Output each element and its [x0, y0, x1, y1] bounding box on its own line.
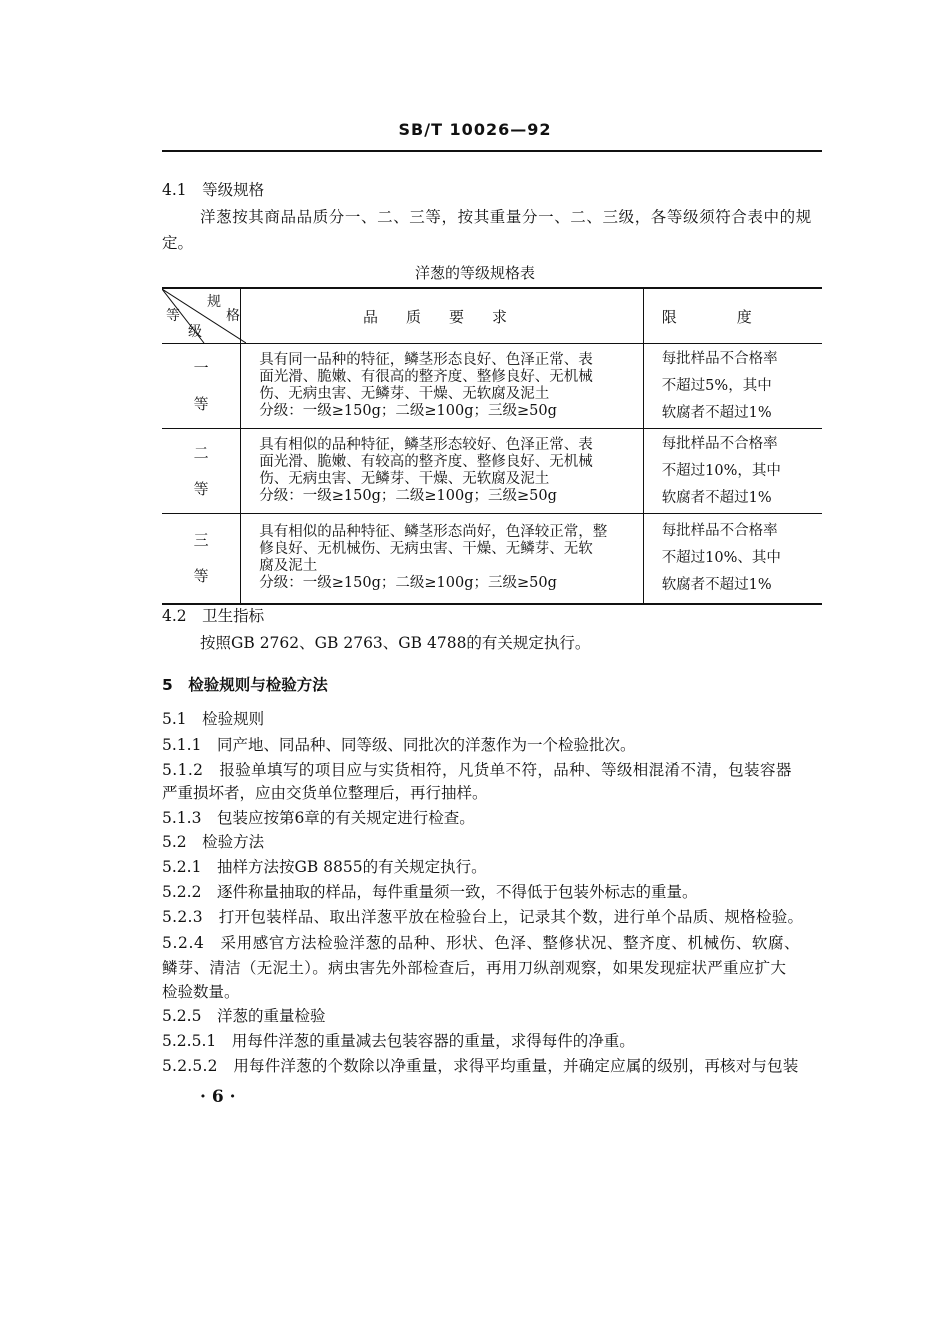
grade-label-b: 等	[193, 567, 209, 586]
req-line: 面光滑、脆嫩、有很高的整齐度、整修良好、无机械	[259, 369, 593, 385]
clause-5-1-2-line1: 5.1.2 报验单填写的项目应与实货相符，凡货单不符，品种、等级相混淆不清，包装容器	[162, 761, 792, 779]
limit-line: 软腐者不超过1%	[661, 404, 772, 421]
clause-5-2-5-1: 5.2.5.1 用每件洋葱的重量减去包装容器的重量，求得每件的净重。	[162, 1032, 635, 1050]
section-4-1-title: 4.1 等级规格	[162, 181, 265, 199]
corner-label-ge: 格	[226, 308, 240, 324]
clause-5-2-3: 5.2.3 打开包装样品、取出洋葱平放在检验台上，记录其个数，进行单个品质、规格检验。	[162, 908, 804, 926]
quality-header: 品质要求	[241, 288, 643, 344]
req-line: 具有同一品种的特征，鳞茎形态良好、色泽正常、表	[259, 352, 593, 368]
section-4-1-para-line2: 定。	[162, 234, 194, 252]
quality-cell	[241, 344, 643, 429]
clause-5-2-4-line1: 5.2.4 采用感官方法检验洋葱的品种、形状、色泽、整修状况、整齐度、机械伤、软腐、	[162, 934, 801, 952]
grade-label-b: 等	[193, 480, 209, 498]
table-header-row	[162, 288, 822, 344]
grade-cell	[162, 514, 241, 604]
section-5-1-title: 5.1 检验规则	[162, 710, 265, 728]
req-line: 分级：一级≥150g；二级≥100g；三级≥50g	[259, 575, 557, 592]
clause-5-1-2-line2: 严重损坏者，应由交货单位整理后，再行抽样。	[162, 784, 488, 802]
limit-line: 每批样品不合格率	[661, 350, 778, 367]
quality-cell	[241, 429, 643, 514]
grade-cell	[162, 429, 241, 514]
table-caption: 洋葱的等级规格表	[414, 264, 535, 282]
clause-5-2-2: 5.2.2 逐件称量抽取的样品，每件重量须一致，不得低于包装外标志的重量。	[162, 883, 698, 901]
quality-cell	[241, 514, 643, 604]
grade-label-b: 等	[193, 395, 209, 413]
clause-5-2-4-line3: 检验数量。	[162, 983, 240, 1001]
grade-label-a: 三	[193, 531, 209, 550]
section-4-2-title: 4.2 卫生指标	[162, 607, 265, 625]
clause-5-2-5-2: 5.2.5.2 用每件洋葱的个数除以净重量，求得平均重量，并确定应属的级别，再核对与包装	[162, 1057, 799, 1075]
limit-cell	[643, 429, 822, 514]
clause-5-2-1: 5.2.1 抽样方法按GB 8855的有关规定执行。	[162, 858, 487, 876]
grade-cell	[162, 344, 241, 429]
req-line: 腐及泥土	[259, 558, 318, 575]
clause-5-1-3: 5.1.3 包装应按第6章的有关规定进行检查。	[162, 809, 475, 827]
table-row	[162, 344, 822, 429]
limit-cell	[643, 514, 822, 604]
limit-line: 软腐者不超过1%	[661, 489, 772, 506]
limit-line: 每批样品不合格率	[661, 522, 778, 539]
page-number: · 6 ·	[200, 1087, 236, 1107]
limit-line: 不超过10%，其中	[661, 462, 781, 479]
limit-cell	[643, 344, 822, 429]
clause-5-2-4-line2: 鳞芽、清洁（无泥土）。病虫害先外部检查后，再用刀纵剖观察，如果发现症状严重应扩大	[162, 959, 787, 977]
req-line: 面光滑、脆嫩、有较高的整齐度、整修良好、无机械	[259, 454, 593, 470]
clause-5-2-5-title: 5.2.5 洋葱的重量检验	[162, 1007, 326, 1025]
grade-label-a: 二	[193, 444, 209, 462]
req-line: 伤、无病虫害、无鳞芽、干燥、无软腐及泥土	[259, 386, 550, 402]
section-5-2-title: 5.2 检验方法	[162, 833, 265, 851]
header-rule	[162, 150, 822, 152]
req-line: 具有相似的品种特征，鳞茎形态较好、色泽正常、表	[259, 437, 593, 453]
table-row	[162, 429, 822, 514]
req-line: 具有相似的品种特征、鳞茎形态尚好，色泽较正常，整	[259, 524, 608, 541]
req-line: 分级：一级≥150g；二级≥100g；三级≥50g	[259, 403, 557, 419]
req-line: 伤、无病虫害、无鳞芽、干燥、无软腐及泥土	[259, 471, 550, 487]
section-5-title: 5 检验规则与检验方法	[162, 676, 328, 694]
grade-label-a: 一	[193, 359, 209, 377]
req-line: 分级：一级≥150g；二级≥100g；三级≥50g	[259, 488, 557, 504]
corner-label-ji: 级	[188, 324, 202, 340]
limit-header: 限度	[661, 307, 812, 326]
req-line: 修良好、无机械伤、无病虫害、干燥、无鳞芽、无软	[259, 541, 593, 558]
limit-line: 不超过10%、其中	[661, 549, 781, 566]
corner-cell	[162, 288, 241, 344]
limit-line: 不超过5%，其中	[661, 377, 772, 394]
section-4-2-text: 按照GB 2762、GB 2763、GB 4788的有关规定执行。	[200, 634, 591, 652]
corner-label-gui: 规	[207, 294, 221, 310]
document-header: SB/T 10026—92	[398, 120, 552, 139]
limit-line: 软腐者不超过1%	[661, 576, 772, 593]
table-row	[162, 514, 822, 604]
corner-label-deng: 等	[166, 308, 180, 324]
section-4-1-para-line1: 洋葱按其商品品质分一、二、三等，按其重量分一、二、三级，各等级须符合表中的规	[200, 208, 812, 226]
grade-spec-table	[162, 287, 822, 605]
limit-line: 每批样品不合格率	[661, 435, 778, 452]
clause-5-1-1: 5.1.1 同产地、同品种、同等级、同批次的洋葱作为一个检验批次。	[162, 736, 636, 754]
